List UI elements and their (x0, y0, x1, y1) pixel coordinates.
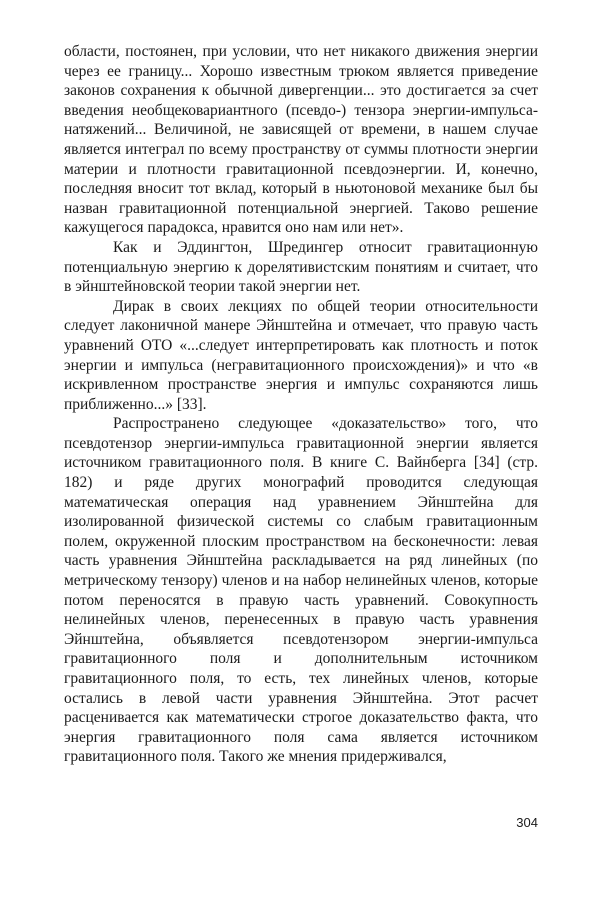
page-number: 304 (516, 815, 538, 830)
paragraph-schrodinger: Как и Эддингтон, Шредингер относит гравитационную потенциальную энергию к дорелятивистским понятиям и считает, что в эйнштейновской теории такой энергии нет. (64, 238, 538, 296)
body-text (64, 42, 538, 767)
paragraph-continuation: области, постоянен, при условии, что нет никакого движения энергии через ее границу... Хорошо известным трюком является приведение законов сохранения к обычной дивергенции... это достигается за счет введения необщековариантного (псевдо-) тензора энергии-импульса-натяжений... Величиной, не зависящей от времени, в нашем случае является интеграл по всему пространству от суммы плотности энергии материи и плотности гравитационной псевдоэнергии. И, конечно, последняя вносит тот вклад, который в ньютоновой механике был бы назван гравитационной потенциальной энергией. Таково решение кажущегося парадокса, нравится оно нам или нет». (64, 43, 538, 237)
paragraph-proof: Распространено следующее «доказательство» того, что псевдотензор энергии-импульса гравитационной энергии является источником гравитационного поля. В книге С. Вайнберга [34] (стр. 182) и ряде других монографий проводится следующая математическая операция над уравнением Эйнштейна для изолированной физической системы со слабым гравитационным полем, окруженной плоским пространством на бесконечности: левая часть уравнения Эйнштейна раскладывается на ряд линейных (по метрическому тензору) членов и на набор нелинейных членов, которые потом переносятся в правую часть уравнений. Совокупность нелинейных членов, перенесенных в правую часть уравнения Эйнштейна, объявляется псевдотензором энергии-импульса гравитационного поля и дополнительным источником гравитационного поля, то есть, тех линейных членов, которые остались в левой части уравнения Эйнштейна. Этот расчет расценивается как математически строгое доказательство факта, что энергия гравитационного поля сама является источником гравитационного поля. Такого же мнения придерживался, (64, 415, 538, 766)
paragraph-dirac: Дирак в своих лекциях по общей теории относительности следует лаконичной манере Эйнштейна и отмечает, что правую часть уравнений ОТО «...следует интерпретировать как плотность и поток энергии и импульса (негравитационного происхождения)» и что «в искривленном пространстве энергия и импульс сохраняются лишь приближенно...» [33]. (64, 297, 538, 413)
